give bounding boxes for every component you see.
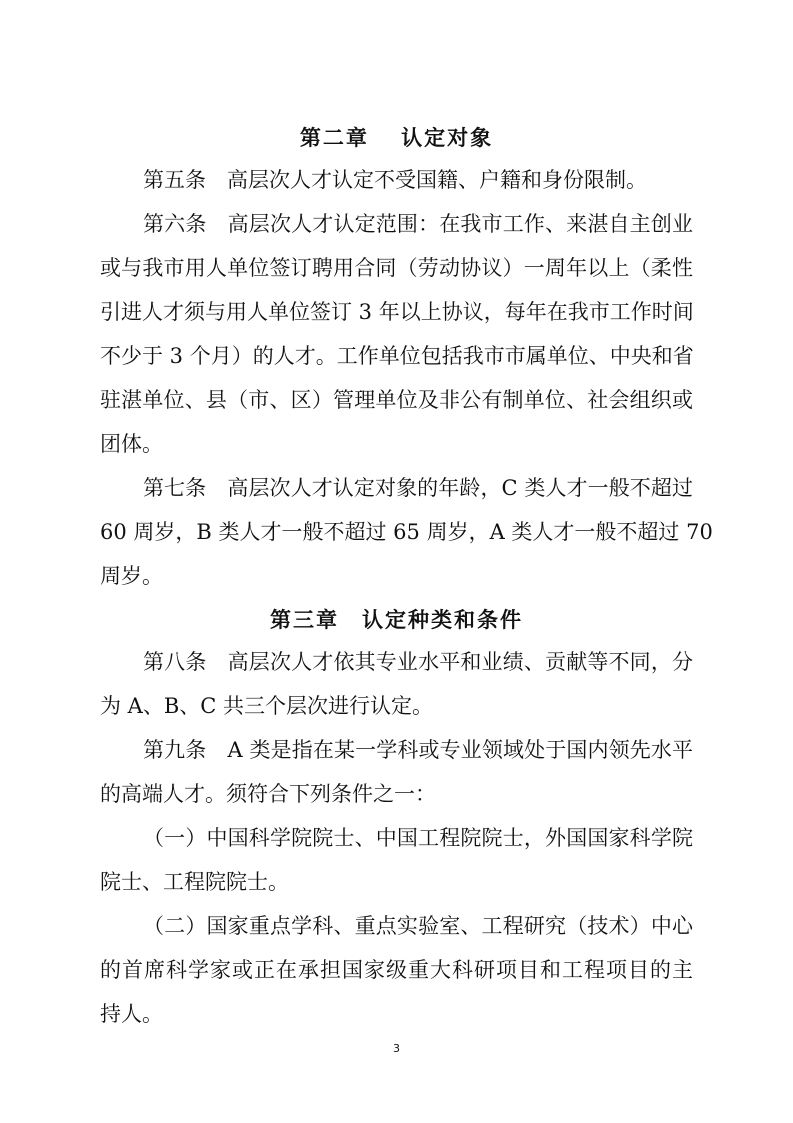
article-9-line-1: 第九条 A 类是指在某一学科或专业领域处于国内领先水平 — [143, 738, 693, 762]
item-2-line-1: （二）国家重点学科、重点实验室、工程研究（技术）中心 — [143, 914, 693, 938]
article-9-line-2: 的高端人才。须符合下列条件之一： — [100, 782, 436, 806]
article-8-line-1: 第八条 高层次人才依其专业水平和业绩、贡献等不同，分 — [143, 650, 693, 674]
chapter-3-title: 第三章 认定种类和条件 — [270, 608, 523, 632]
page-number: 3 — [393, 1042, 400, 1055]
article-6-line-2: 或与我市用人单位签订聘用合同（劳动协议）一周年以上（柔性 — [100, 256, 693, 280]
item-1-line-2: 院士、工程院院士。 — [100, 870, 289, 894]
article-6-line-1: 第六条 高层次人才认定范围：在我市工作、来湛自主创业 — [143, 212, 693, 236]
article-7-line-3: 周岁。 — [100, 564, 163, 588]
article-7-line-1: 第七条 高层次人才认定对象的年龄，C 类人才一般不超过 — [143, 476, 693, 500]
article-7-line-2: 60 周岁，B 类人才一般不超过 65 周岁，A 类人才一般不超过 70 — [100, 520, 713, 544]
article-6-line-6: 团体。 — [100, 432, 163, 456]
chapter-2-title: 第二章 认定对象 — [299, 126, 494, 150]
article-6-line-4: 不少于 3 个月）的人才。工作单位包括我市市属单位、中央和省 — [100, 344, 694, 368]
article-8-line-2: 为 A、B、C 共三个层次进行认定。 — [100, 694, 434, 718]
article-6-line-5: 驻湛单位、县（市、区）管理单位及非公有制单位、社会组织或 — [100, 388, 693, 412]
article-5-line-1: 第五条 高层次人才认定不受国籍、户籍和身份限制。 — [143, 168, 647, 192]
article-6-line-3: 引进人才须与用人单位签订 3 年以上协议，每年在我市工作时间 — [100, 300, 694, 324]
item-1-line-1: （一）中国科学院院士、中国工程院院士，外国国家科学院 — [143, 826, 693, 850]
item-2-line-3: 持人。 — [100, 1002, 163, 1026]
item-2-line-2: 的首席科学家或正在承担国家级重大科研项目和工程项目的主 — [100, 958, 693, 982]
